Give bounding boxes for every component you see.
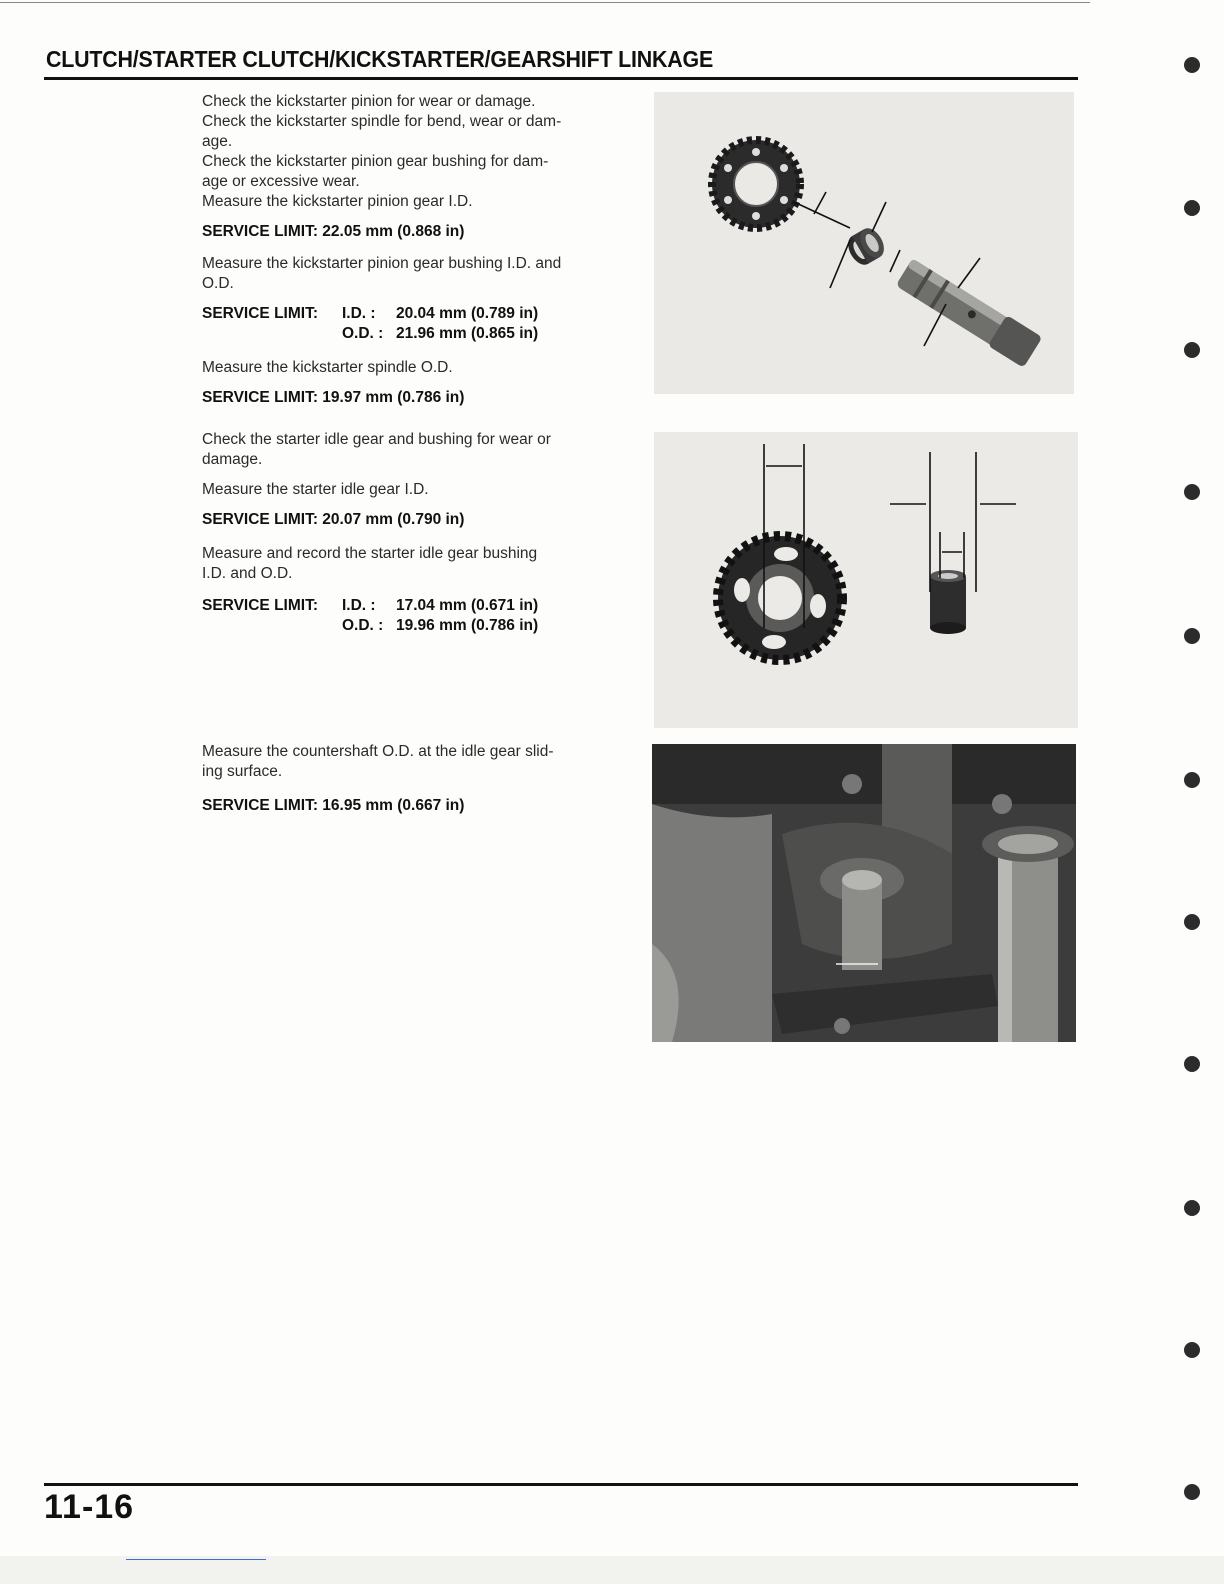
bushing-measure-line-1: Measure the kickstarter pinion gear bushing I.D. and <box>202 255 562 272</box>
id-value: 20.04 mm (0.789 in) <box>396 305 539 322</box>
binder-hole <box>1184 200 1200 216</box>
binder-hole <box>1184 1484 1200 1500</box>
service-limit-countershaft-od: SERVICE LIMIT: 16.95 mm (0.667 in) <box>202 797 465 814</box>
idle-check-line-2: damage. <box>202 451 263 468</box>
kickstarter-line-3: age. <box>202 133 233 150</box>
od-key: O.D. : <box>342 325 384 342</box>
service-limit-label: SERVICE LIMIT: <box>202 597 318 614</box>
page-number: 11-16 <box>44 1488 135 1526</box>
service-limit-idle-bushing-od <box>202 616 642 636</box>
kickstarter-line-6: Measure the kickstarter pinion gear I.D. <box>202 193 473 210</box>
service-limit-pinion-id: SERVICE LIMIT: 22.05 mm (0.868 in) <box>202 223 465 240</box>
countershaft-line-1: Measure the countershaft O.D. at the idle gear slid- <box>202 743 554 760</box>
id-key: I.D. : <box>342 597 376 614</box>
idle-record-line-1: Measure and record the starter idle gear bushing <box>202 545 538 562</box>
bottom-link-underline <box>126 1559 266 1560</box>
title-underline <box>44 77 1078 80</box>
countershaft-photo <box>652 744 1076 1042</box>
starter-idle-section <box>202 430 642 636</box>
service-limit-spindle-od: SERVICE LIMIT: 19.97 mm (0.786 in) <box>202 389 465 406</box>
binder-hole <box>1184 1342 1200 1358</box>
binder-hole <box>1184 628 1200 644</box>
binder-hole <box>1184 484 1200 500</box>
od-value: 19.96 mm (0.786 in) <box>396 617 539 634</box>
bushing-measure-line-2: O.D. <box>202 275 234 292</box>
kickstarter-line-4: Check the kickstarter pinion gear bushing for dam- <box>202 153 549 170</box>
service-limit-bushing-id <box>202 304 642 324</box>
idle-measure-id-text: Measure the starter idle gear I.D. <box>202 481 429 498</box>
kickstarter-line-1: Check the kickstarter pinion for wear or damage. <box>202 93 536 110</box>
starter-idle-gear-photo <box>654 432 1078 728</box>
starter-idle-gear <box>718 536 842 660</box>
kickstarter-section <box>202 92 642 408</box>
binder-hole <box>1184 1056 1200 1072</box>
spindle-measure-text: Measure the kickstarter spindle O.D. <box>202 359 453 376</box>
service-limit-bushing-od <box>202 324 642 344</box>
binder-hole <box>1184 57 1200 73</box>
starter-idle-bushing <box>930 570 966 634</box>
top-edge-line <box>0 2 1090 3</box>
pinion-gear <box>712 140 800 228</box>
idle-check-line-1: Check the starter idle gear and bushing for wear or <box>202 431 551 448</box>
id-value: 17.04 mm (0.671 in) <box>396 597 539 614</box>
binder-hole <box>1184 914 1200 930</box>
id-key: I.D. : <box>342 305 376 322</box>
binder-hole <box>1184 1200 1200 1216</box>
countershaft-line-2: ing surface. <box>202 763 283 780</box>
bottom-scan-edge <box>0 1556 1224 1584</box>
service-limit-label: SERVICE LIMIT: <box>202 305 318 322</box>
idle-record-line-2: I.D. and O.D. <box>202 565 293 582</box>
countershaft-section <box>202 742 642 816</box>
od-key: O.D. : <box>342 617 384 634</box>
kickstarter-parts-photo <box>654 92 1074 394</box>
page-title: CLUTCH/STARTER CLUTCH/KICKSTARTER/GEARSHIFT LINKAGE <box>46 46 714 72</box>
service-limit-idle-gear-id: SERVICE LIMIT: 20.07 mm (0.790 in) <box>202 511 465 528</box>
od-value: 21.96 mm (0.865 in) <box>396 325 539 342</box>
binder-hole <box>1184 772 1200 788</box>
kickstarter-line-2: Check the kickstarter spindle for bend, wear or dam- <box>202 113 562 130</box>
binder-hole <box>1184 342 1200 358</box>
kickstarter-line-5: age or excessive wear. <box>202 173 360 190</box>
footer-rule <box>44 1483 1078 1486</box>
service-limit-idle-bushing-id <box>202 596 642 616</box>
